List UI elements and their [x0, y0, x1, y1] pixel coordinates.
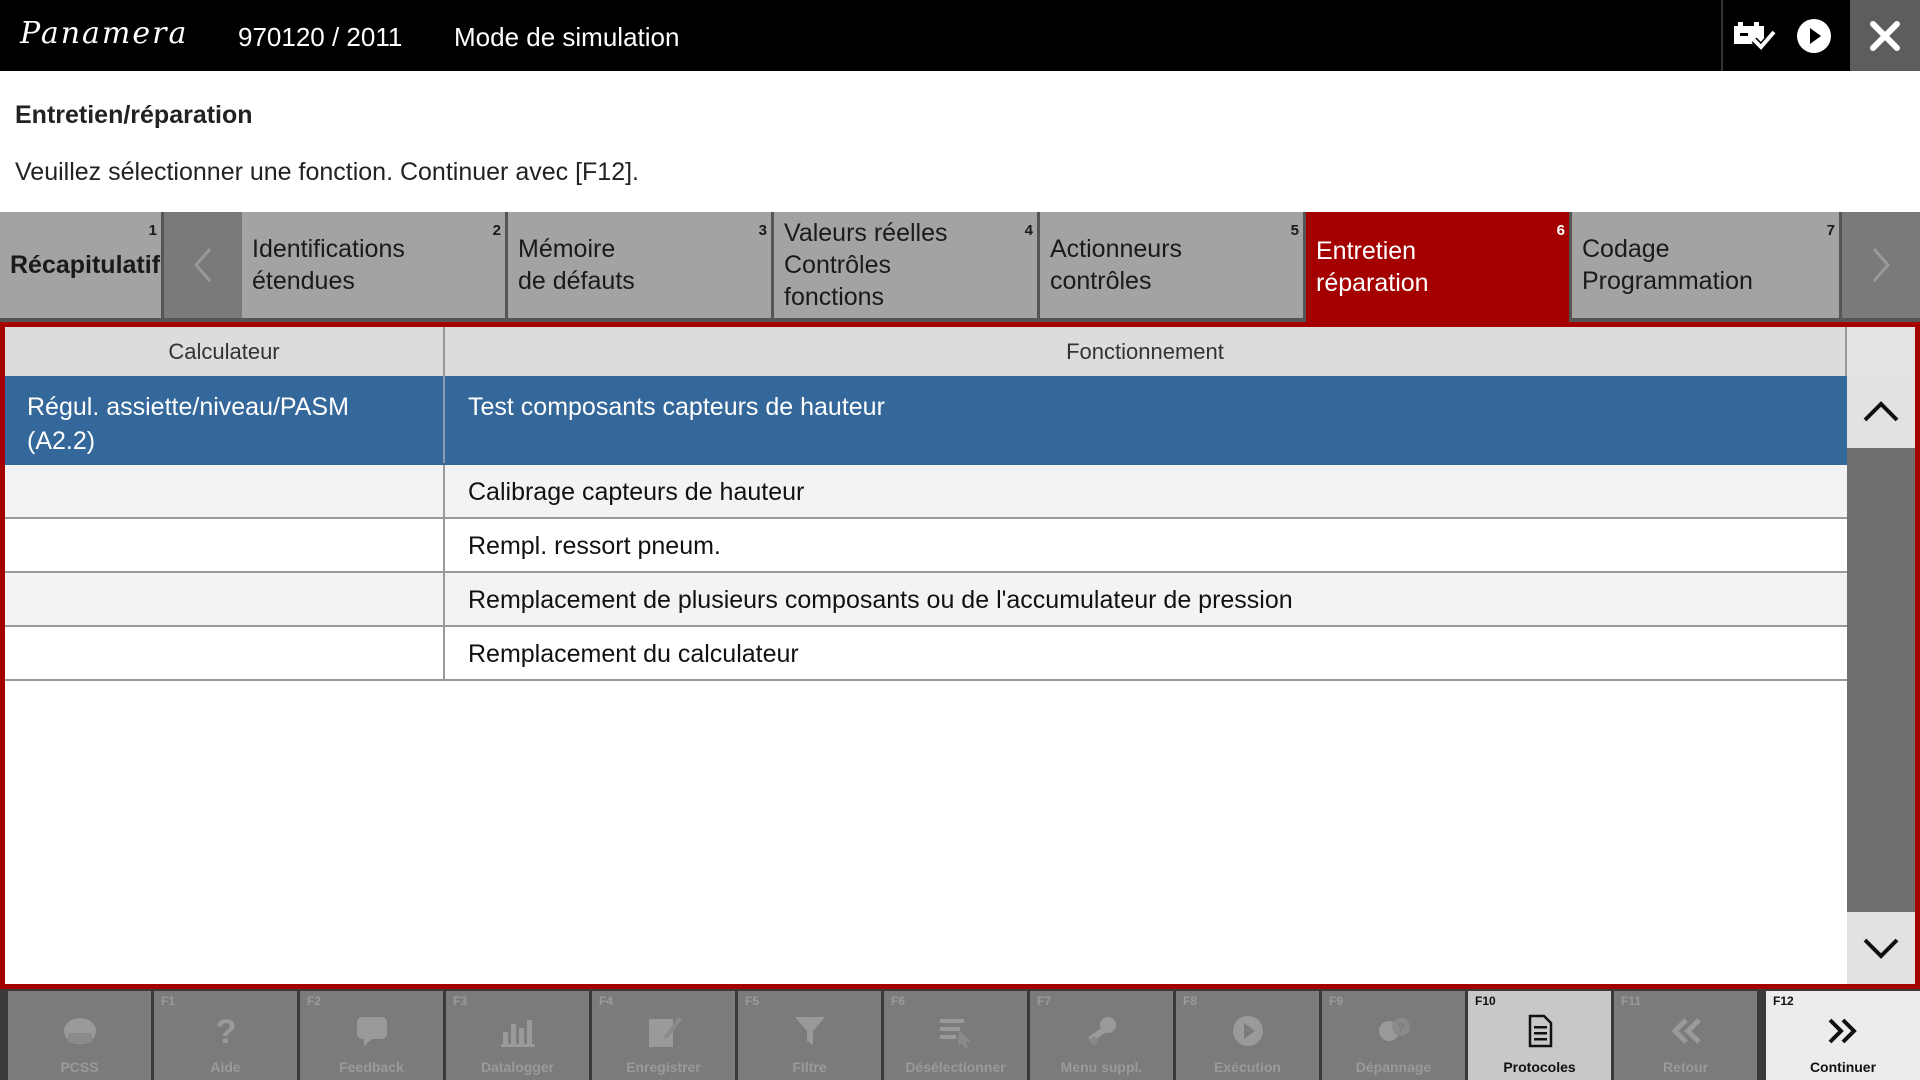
fkey-label: Filtre — [792, 1059, 827, 1075]
tab-number: 5 — [1290, 222, 1299, 239]
tab-label: Mémoire de défauts — [518, 235, 635, 295]
instruction-text: Veuillez sélectionner une fonction. Continuer avec [F12]. — [15, 158, 639, 186]
fkey-code: F12 — [1773, 994, 1794, 1008]
fkey-code: F7 — [1037, 994, 1052, 1008]
top-bar — [0, 0, 1920, 71]
tab-number: 3 — [758, 222, 767, 239]
svg-text:?: ? — [215, 1013, 236, 1049]
tab-label: Valeurs réelles Contrôles fonctions — [784, 219, 948, 311]
tab-label: Identifications étendues — [252, 235, 405, 295]
fkey-label: Désélectionner — [905, 1059, 1006, 1075]
fkey-label: Feedback — [339, 1059, 404, 1075]
save-icon — [592, 1011, 735, 1051]
tab-number: 1 — [148, 222, 157, 239]
fkey-label: Enregistrer — [626, 1059, 701, 1075]
cell-fonction: Test composants capteurs de hauteur — [468, 393, 885, 421]
deselect-icon — [884, 1011, 1027, 1051]
troubleshoot-icon — [1322, 1011, 1465, 1051]
tab-scroll-left-button[interactable] — [164, 212, 242, 318]
column-header-fonctionnement[interactable]: Fonctionnement — [445, 327, 1847, 376]
fkey-code: F11 — [1621, 994, 1642, 1008]
header-corner — [1847, 327, 1915, 376]
column-header-calculateur[interactable]: Calculateur — [5, 327, 445, 376]
execute-icon — [1176, 1011, 1319, 1051]
filter-icon — [738, 1011, 881, 1051]
fkey-label: Protocoles — [1503, 1059, 1576, 1075]
chevron-left-icon — [188, 245, 218, 285]
table-row[interactable] — [5, 573, 1847, 627]
tab-recapitulatif[interactable] — [0, 212, 164, 318]
mode-label: Mode de simulation — [454, 22, 680, 52]
cell-fonction: Rempl. ressort pneum. — [468, 532, 721, 560]
fkey-label: Datalogger — [480, 1059, 555, 1075]
tab-memoire-defauts[interactable] — [508, 212, 774, 318]
tab-entretien-reparation[interactable] — [1306, 212, 1572, 322]
fkey-code: F6 — [891, 994, 906, 1008]
back-button[interactable] — [1614, 991, 1757, 1080]
fkey-label: Retour — [1662, 1059, 1709, 1075]
cell-calculateur — [5, 573, 445, 625]
table-header — [5, 327, 1915, 376]
fkey-label: Exécution — [1214, 1059, 1281, 1075]
cell-calculateur — [5, 519, 445, 571]
fkey-code: F3 — [453, 994, 468, 1008]
tab-codage-programmation[interactable] — [1572, 212, 1842, 318]
protocols-button[interactable] — [1468, 991, 1611, 1080]
datalogger-icon — [446, 1011, 589, 1051]
tab-number: 7 — [1826, 222, 1835, 239]
table-row[interactable] — [5, 627, 1847, 681]
execute-button[interactable] — [1176, 991, 1319, 1080]
close-icon — [1868, 19, 1902, 53]
tab-scroll-right-button[interactable] — [1842, 212, 1920, 318]
cell-calculateur — [5, 465, 445, 517]
fkey-code: F1 — [161, 994, 176, 1008]
function-table — [5, 327, 1915, 984]
tab-label: Récapitulatif — [10, 251, 161, 279]
cell-calculateur — [5, 627, 445, 679]
vehicle-code: 970120 / 2011 — [238, 22, 403, 52]
fkey-label: PCSS — [60, 1059, 99, 1075]
fkey-code: F10 — [1475, 994, 1496, 1008]
save-button[interactable] — [592, 991, 735, 1080]
fkey-label: Menu suppl. — [1060, 1059, 1143, 1075]
tab-label: Entretien réparation — [1316, 237, 1429, 297]
tab-number: 4 — [1024, 222, 1033, 239]
play-icon[interactable] — [1790, 12, 1838, 60]
scroll-down-button[interactable] — [1847, 912, 1915, 984]
chevron-down-icon — [1861, 934, 1901, 962]
table-body — [5, 376, 1847, 681]
fkey-label: Dépannage — [1355, 1059, 1432, 1075]
cell-fonction: Remplacement de plusieurs composants ou de l'accumulateur de pression — [468, 586, 1293, 614]
fkey-code: F8 — [1183, 994, 1198, 1008]
tab-number: 2 — [492, 222, 501, 239]
battery-check-icon[interactable] — [1730, 12, 1778, 60]
tab-label: Codage Programmation — [1582, 235, 1753, 295]
pcss-button[interactable] — [8, 991, 151, 1080]
datalogger-button[interactable] — [446, 991, 589, 1080]
fkey-code: F4 — [599, 994, 614, 1008]
svg-text:?: ? — [1396, 1020, 1405, 1035]
continue-icon — [1766, 1011, 1920, 1051]
troubleshoot-button[interactable] — [1322, 991, 1465, 1080]
pcss-icon — [8, 1011, 151, 1051]
fkey-label: Aide — [210, 1059, 241, 1075]
content-panel — [0, 322, 1920, 989]
chevron-right-icon — [1866, 245, 1896, 285]
brand-logo: Panamera — [20, 16, 189, 51]
filter-button[interactable] — [738, 991, 881, 1080]
function-key-bar — [0, 989, 1920, 1080]
continue-button[interactable] — [1766, 991, 1920, 1080]
tab-valeurs-reelles[interactable] — [774, 212, 1040, 318]
close-button[interactable] — [1850, 0, 1920, 71]
scroll-up-button[interactable] — [1847, 376, 1915, 448]
fkey-code: F9 — [1329, 994, 1344, 1008]
fkey-label: Continuer — [1809, 1059, 1877, 1075]
feedback-button[interactable] — [300, 991, 443, 1080]
feedback-icon — [300, 1011, 443, 1051]
chevron-up-icon — [1861, 398, 1901, 426]
divider — [1721, 0, 1723, 71]
tab-label: Actionneurs contrôles — [1050, 235, 1183, 295]
extra-menu-button[interactable] — [1030, 991, 1173, 1080]
help-button[interactable] — [154, 991, 297, 1080]
table-row[interactable] — [5, 465, 1847, 519]
tab-actionneurs[interactable] — [1040, 212, 1306, 318]
tab-identifications[interactable] — [242, 212, 508, 318]
cell-fonction: Remplacement du calculateur — [468, 640, 799, 668]
fkey-code: F5 — [745, 994, 760, 1008]
fkey-code: F2 — [307, 994, 322, 1008]
tab-number: 6 — [1556, 222, 1565, 239]
cell-fonction: Calibrage capteurs de hauteur — [468, 478, 805, 506]
deselect-button[interactable] — [884, 991, 1027, 1080]
extra-menu-icon — [1030, 1011, 1173, 1051]
back-icon — [1614, 1011, 1757, 1051]
scrollbar[interactable] — [1847, 376, 1915, 984]
table-row[interactable] — [5, 376, 1847, 465]
tab-bar — [0, 212, 1920, 322]
table-row[interactable] — [5, 519, 1847, 573]
cell-calculateur: Régul. assiette/niveau/PASM (A2.2) — [5, 376, 445, 463]
page-title: Entretien/réparation — [15, 101, 253, 129]
help-icon — [154, 1011, 297, 1051]
protocol-icon — [1468, 1011, 1611, 1051]
